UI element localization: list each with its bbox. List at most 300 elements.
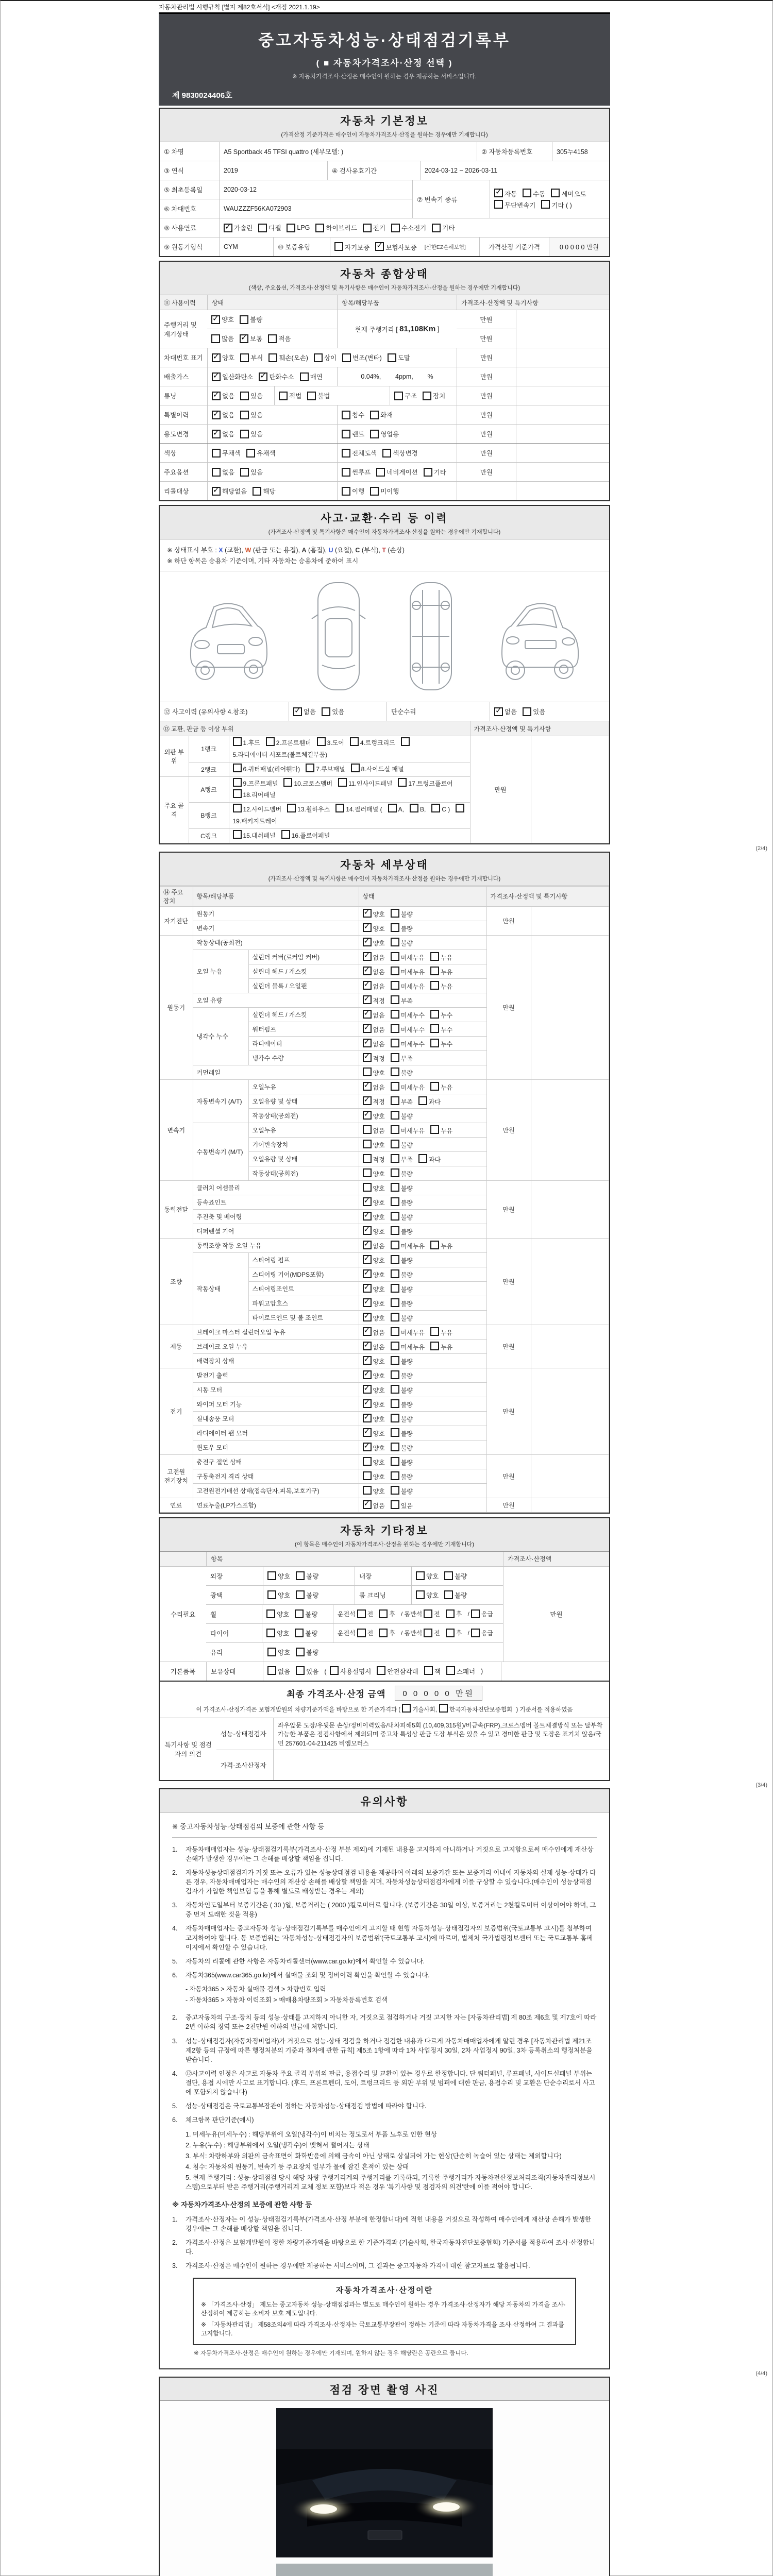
checkbox[interactable]: [322, 707, 330, 716]
checkbox[interactable]: [391, 1486, 399, 1495]
checkbox[interactable]: [363, 1010, 372, 1019]
checkbox[interactable]: [240, 468, 249, 477]
checkbox[interactable]: [338, 778, 347, 787]
rank-label: C랭크: [189, 828, 229, 843]
checkbox[interactable]: [307, 392, 316, 400]
price-note-cell: [516, 444, 609, 462]
checkbox[interactable]: [391, 1140, 399, 1148]
checkbox[interactable]: [212, 468, 221, 477]
checkbox[interactable]: [212, 353, 221, 362]
checkbox-label: 불량: [250, 316, 263, 324]
checkbox[interactable]: [296, 1666, 305, 1675]
checkbox-label: 있음: [400, 1502, 413, 1510]
checkbox[interactable]: [363, 1241, 372, 1249]
checkbox[interactable]: [391, 1428, 399, 1437]
checkbox[interactable]: [391, 1370, 399, 1379]
checkbox[interactable]: [363, 1356, 372, 1365]
checkbox[interactable]: [268, 334, 277, 343]
checkbox[interactable]: [363, 1298, 372, 1307]
checkbox[interactable]: [363, 1024, 372, 1033]
checkbox[interactable]: [342, 411, 350, 419]
checkbox-label: 전: [367, 1630, 374, 1637]
checkbox[interactable]: [357, 1629, 366, 1637]
checkbox[interactable]: [363, 1284, 372, 1293]
checkbox-label: 한국자동차진단보증협회: [449, 1706, 513, 1713]
price-cell: 만원: [457, 405, 516, 424]
checkbox[interactable]: [456, 804, 464, 812]
checkbox[interactable]: [363, 1370, 372, 1379]
detail-price-note: [531, 1498, 609, 1512]
checkbox[interactable]: [391, 1241, 399, 1249]
checkbox-label: 불량: [305, 1611, 318, 1618]
checkbox[interactable]: [391, 1067, 399, 1076]
status-symbol: X: [219, 547, 223, 554]
checkbox[interactable]: [363, 1096, 372, 1105]
checkbox[interactable]: [212, 430, 221, 438]
checkbox[interactable]: [377, 1666, 385, 1675]
checkbox[interactable]: [211, 315, 220, 324]
checkbox[interactable]: [379, 1609, 388, 1618]
checkbox[interactable]: [391, 1197, 399, 1206]
interior-checks: [411, 1567, 503, 1585]
checkbox-label: 불량: [305, 1630, 318, 1637]
checkbox[interactable]: [363, 1111, 372, 1120]
device-item: 윈도우 모터: [193, 1440, 359, 1454]
checkbox[interactable]: [363, 1140, 372, 1148]
detail-table: [160, 886, 609, 1513]
etc-price-cell: 만원: [503, 1567, 609, 1662]
checkbox-label: 양호: [373, 1444, 385, 1452]
checkbox[interactable]: [363, 1457, 372, 1466]
checkbox[interactable]: [391, 1111, 399, 1120]
checkbox[interactable]: [246, 449, 255, 457]
checkbox[interactable]: [430, 967, 439, 975]
checkbox[interactable]: [391, 1255, 399, 1264]
checkbox[interactable]: [391, 995, 399, 1004]
checkbox[interactable]: [370, 411, 379, 419]
checkbox[interactable]: [363, 1269, 372, 1278]
checkbox[interactable]: [430, 1010, 439, 1019]
checkbox[interactable]: [391, 1039, 399, 1047]
checkbox[interactable]: [370, 487, 379, 496]
device-item: 구동축전지 격리 상태: [193, 1469, 359, 1483]
holding-status-checks: 없음 있음 ( 사용설명서 안전삼각대 잭 스패너 ): [263, 1662, 501, 1681]
checkbox[interactable]: [430, 1342, 439, 1350]
first-reg-label: ⑤ 최초등록일: [160, 180, 219, 199]
checkbox[interactable]: [430, 1241, 439, 1249]
device-status: [359, 950, 486, 964]
checkbox[interactable]: [363, 923, 372, 932]
checkbox[interactable]: [363, 967, 372, 975]
checkbox[interactable]: [363, 1399, 372, 1408]
checkbox[interactable]: [391, 1284, 399, 1293]
checkbox[interactable]: [391, 1024, 399, 1033]
checkbox[interactable]: [398, 778, 407, 787]
device-item: 오일유량 및 상태: [248, 1094, 359, 1108]
checkbox[interactable]: [224, 224, 232, 232]
checkbox[interactable]: [363, 1168, 372, 1177]
checkbox-label: 훼손(오손): [279, 354, 308, 362]
checkbox[interactable]: [363, 1443, 372, 1451]
checkbox[interactable]: [233, 804, 242, 812]
checkbox[interactable]: [432, 224, 441, 232]
checkbox[interactable]: [296, 1590, 305, 1599]
checkbox[interactable]: [233, 830, 242, 839]
accident-history-checks: [289, 702, 386, 721]
checkbox[interactable]: [551, 189, 560, 197]
checkbox[interactable]: [212, 372, 221, 381]
checkbox[interactable]: [212, 487, 221, 496]
checkbox[interactable]: [391, 967, 399, 975]
checkbox[interactable]: [376, 468, 385, 477]
checkbox[interactable]: [388, 804, 397, 812]
checkbox[interactable]: [363, 1039, 372, 1047]
checkbox[interactable]: [363, 1212, 372, 1221]
checkbox[interactable]: [351, 764, 360, 772]
checkbox[interactable]: [267, 1590, 276, 1599]
checkbox[interactable]: [363, 1154, 372, 1163]
checkbox[interactable]: [342, 487, 350, 496]
checkbox[interactable]: [430, 981, 439, 990]
checkbox-label: 없음: [373, 968, 385, 976]
checkbox-label: 양호: [373, 1415, 385, 1423]
device-status: [359, 1296, 486, 1310]
col-price: 가격조사·산정액 및 특기사항: [457, 295, 609, 310]
checkbox[interactable]: [233, 778, 242, 787]
checkbox[interactable]: [267, 1571, 276, 1580]
checkbox[interactable]: [430, 1327, 439, 1336]
checkbox[interactable]: [212, 392, 221, 400]
checkbox[interactable]: [424, 1609, 432, 1618]
checkbox-label: 미이행: [380, 488, 399, 495]
checkbox[interactable]: [363, 1471, 372, 1480]
checkbox-label: B,: [419, 806, 426, 814]
mileage-value: 81,108Km: [399, 325, 436, 333]
checkbox[interactable]: [391, 1342, 399, 1350]
checkbox-label: 없음: [373, 982, 385, 990]
checkbox[interactable]: [240, 430, 249, 438]
checkbox[interactable]: [388, 353, 396, 362]
device-item: 냉각수 수량: [248, 1050, 359, 1065]
checkbox[interactable]: [391, 1443, 399, 1451]
checkbox[interactable]: [306, 764, 314, 772]
checkbox[interactable]: [444, 1590, 453, 1599]
checkbox[interactable]: [391, 1269, 399, 1278]
detail-subtitle: (가격조사·산정액 및 특기사항은 매수인이 자동차가격조사·산정을 원하는 경우에만 기재합니다): [268, 875, 501, 882]
checkbox[interactable]: [363, 1327, 372, 1336]
checkbox[interactable]: [394, 392, 403, 400]
checkbox[interactable]: [391, 1399, 399, 1408]
checkbox-label: 없음: [278, 1668, 291, 1676]
checkbox[interactable]: [494, 189, 503, 197]
checkbox[interactable]: [295, 1609, 304, 1618]
checkbox[interactable]: [402, 1704, 411, 1713]
checkbox[interactable]: [357, 1609, 366, 1618]
checkbox[interactable]: [418, 1096, 427, 1105]
device-item: 와이퍼 모터 기능: [193, 1397, 359, 1411]
checkbox[interactable]: [363, 1226, 372, 1235]
checkbox[interactable]: [494, 200, 503, 209]
checkbox[interactable]: [391, 1327, 399, 1336]
checkbox[interactable]: [335, 804, 344, 812]
checkbox[interactable]: [233, 764, 242, 772]
checkbox-label: 2.프론트휀더: [276, 739, 311, 747]
checkbox[interactable]: [315, 224, 324, 232]
checkbox[interactable]: [391, 1096, 399, 1105]
checkbox[interactable]: [363, 1428, 372, 1437]
checkbox[interactable]: [266, 1609, 275, 1618]
checkbox[interactable]: [391, 1313, 399, 1321]
checkbox[interactable]: [424, 468, 432, 477]
device-item: 오일유량 및 상태: [248, 1151, 359, 1166]
checkbox[interactable]: [266, 737, 275, 746]
checkbox[interactable]: [342, 468, 350, 477]
checkbox[interactable]: [410, 804, 418, 812]
repair-needed-label: 수리필요: [160, 1567, 206, 1662]
checkbox[interactable]: [494, 707, 503, 716]
price-note-cell: [516, 482, 609, 500]
checkbox-label: 불법: [317, 393, 330, 400]
checkbox[interactable]: [363, 981, 372, 990]
device-group: 전기: [160, 1368, 193, 1454]
checkbox[interactable]: [363, 1313, 372, 1321]
checkbox[interactable]: [334, 242, 343, 251]
checkbox[interactable]: [391, 938, 399, 946]
section-accident-history: [159, 505, 610, 844]
checkbox[interactable]: [446, 1666, 455, 1675]
checkbox[interactable]: [240, 315, 248, 324]
checkbox[interactable]: [295, 1629, 304, 1637]
checkbox[interactable]: [212, 449, 221, 457]
checkbox[interactable]: [268, 353, 277, 362]
checkbox[interactable]: [423, 392, 431, 400]
checkbox[interactable]: [363, 1342, 372, 1350]
checkbox[interactable]: [296, 1648, 305, 1656]
checkbox[interactable]: [363, 1183, 372, 1192]
checkbox[interactable]: [300, 372, 309, 381]
checkbox-label: 누유: [441, 954, 453, 961]
rank-price-note: [531, 736, 609, 843]
panel-items: [229, 736, 470, 762]
checkbox-label: 침수: [352, 412, 365, 419]
device-item: 실내송풍 모터: [193, 1411, 359, 1426]
checkbox-label: 양호: [222, 316, 234, 324]
checkbox[interactable]: [363, 995, 372, 1004]
checkbox[interactable]: [391, 952, 399, 961]
checkbox[interactable]: [279, 392, 288, 400]
checkbox[interactable]: [363, 224, 372, 232]
checkbox[interactable]: [287, 804, 296, 812]
checkbox[interactable]: [391, 224, 400, 232]
checkbox[interactable]: [391, 1385, 399, 1394]
checkbox[interactable]: [233, 789, 242, 798]
checkbox[interactable]: [258, 224, 267, 232]
checkbox-label: 네비게이션: [386, 469, 418, 476]
checkbox[interactable]: [363, 1197, 372, 1206]
price-notice-list: [172, 2215, 597, 2271]
checkbox[interactable]: [363, 1385, 372, 1394]
checkbox-label: 불량: [400, 939, 413, 947]
checkbox-label: 부족: [400, 997, 413, 1005]
device-subgroup: 작동상태: [193, 1252, 248, 1325]
device-status: [359, 1036, 486, 1050]
checkbox[interactable]: [314, 353, 323, 362]
checkbox-label: C ): [442, 806, 450, 814]
checkbox[interactable]: [370, 430, 379, 438]
checkbox[interactable]: [259, 372, 267, 381]
checkbox-label: 양호: [373, 1271, 385, 1279]
checkbox-label: 양호: [373, 1401, 385, 1409]
detail-price-cell: 만원: [486, 1325, 531, 1368]
checkbox-label: 영업용: [380, 431, 399, 438]
device-status: [359, 1209, 486, 1224]
checkbox-label: 18.리어패널: [243, 791, 276, 799]
checkbox-label: 적정: [373, 1156, 385, 1163]
device-status: [359, 1180, 486, 1195]
checkbox[interactable]: [391, 1226, 399, 1235]
checkbox[interactable]: [446, 1609, 455, 1618]
checkbox[interactable]: [211, 334, 220, 343]
transmission-label: ⑦ 변속기 종류: [412, 180, 490, 218]
checkbox-label: 후: [389, 1630, 395, 1637]
checkbox[interactable]: [430, 1024, 439, 1033]
checkbox[interactable]: [240, 353, 249, 362]
checkbox[interactable]: [283, 778, 292, 787]
device-item: 브레이크 오일 누유: [193, 1339, 359, 1353]
checkbox[interactable]: [266, 1629, 275, 1637]
checkbox[interactable]: [363, 1053, 372, 1062]
checkbox[interactable]: [424, 1666, 433, 1675]
checkbox[interactable]: [391, 1471, 399, 1480]
checkbox[interactable]: [363, 1125, 372, 1134]
checkbox[interactable]: [391, 1010, 399, 1019]
checkbox[interactable]: [471, 1609, 480, 1618]
checkbox[interactable]: [363, 1500, 372, 1509]
checkbox[interactable]: [391, 1125, 399, 1134]
checkbox[interactable]: [471, 1629, 480, 1637]
checkbox[interactable]: [342, 353, 351, 362]
device-item: 작동상태(공회전): [248, 1166, 359, 1180]
car-diagrams: [160, 571, 609, 702]
device-item: 연료누출(LP가스포함): [193, 1498, 359, 1512]
checkbox[interactable]: [391, 1168, 399, 1177]
checkbox[interactable]: [391, 1500, 399, 1509]
checkbox[interactable]: [342, 430, 350, 438]
checkbox-label: 양호: [373, 1386, 385, 1394]
checkbox[interactable]: [281, 830, 290, 839]
checkbox[interactable]: [240, 392, 249, 400]
checkbox[interactable]: [416, 1571, 425, 1580]
checkbox[interactable]: [330, 1666, 339, 1675]
checkbox[interactable]: [240, 334, 248, 343]
checkbox[interactable]: [293, 707, 302, 716]
checkbox[interactable]: [430, 1082, 439, 1091]
checkbox[interactable]: [391, 1082, 399, 1091]
checkbox[interactable]: [391, 1212, 399, 1221]
checkbox[interactable]: [541, 200, 550, 209]
checkbox[interactable]: [523, 189, 531, 197]
checkbox-label: 불량: [400, 1430, 413, 1437]
checkbox[interactable]: [391, 923, 399, 932]
checkbox[interactable]: [391, 1154, 399, 1163]
price-definition-line: ※ 「가격조사·산정」 제도는 중고자동차 성능·상태점검과는 별도로 매수인이 원하는 경우 가격조사·산정자가 해당 자동차의 가격을 조사·산정하여 제공하는 소비자 보호 제도입니다.: [201, 2301, 566, 2317]
checkbox[interactable]: [382, 449, 391, 457]
checkbox[interactable]: [416, 1590, 425, 1599]
device-item: 등속죠인트: [193, 1195, 359, 1209]
checkbox[interactable]: [212, 411, 221, 419]
checkbox[interactable]: [430, 1125, 439, 1134]
checkbox[interactable]: [391, 1053, 399, 1062]
checkbox[interactable]: [375, 242, 384, 251]
checkbox[interactable]: [391, 1183, 399, 1192]
device-item: 동력조향 작동 오일 누유: [193, 1238, 359, 1252]
checkbox[interactable]: [253, 487, 261, 496]
checkbox[interactable]: [363, 1255, 372, 1264]
notice-header: [160, 1789, 609, 1812]
device-status: [359, 993, 486, 1007]
checkbox-label: 하이브리드: [326, 225, 357, 232]
checkbox[interactable]: [391, 1414, 399, 1422]
notice-item: 5. 성능·상태점검은 국토교통부장관이 정하는 자동차성능·상태점검 방법에 따라야 합니다.: [172, 2103, 427, 2110]
checkbox[interactable]: [267, 1648, 276, 1656]
checkbox[interactable]: [523, 707, 531, 716]
checkbox[interactable]: [363, 952, 372, 961]
detail-row: [160, 1368, 609, 1382]
checkbox[interactable]: [444, 1571, 453, 1580]
checkbox[interactable]: [287, 224, 295, 232]
checkbox[interactable]: [350, 737, 359, 746]
checkbox[interactable]: [317, 737, 326, 746]
device-status: [359, 1224, 486, 1238]
checkbox[interactable]: [391, 1298, 399, 1307]
checkbox[interactable]: [363, 1414, 372, 1422]
checkbox[interactable]: [363, 909, 372, 918]
checkbox-label: 누유: [441, 968, 453, 976]
checkbox[interactable]: [431, 804, 440, 812]
checkbox-label: 누수: [441, 1026, 453, 1033]
checkbox[interactable]: [424, 1629, 432, 1637]
checkbox[interactable]: [418, 1154, 427, 1163]
checkbox[interactable]: [267, 1666, 276, 1675]
checkbox-label: 해당없음: [222, 488, 247, 495]
checkbox[interactable]: [363, 938, 372, 946]
checkbox-label: 구조: [405, 393, 417, 400]
checkbox[interactable]: [391, 1356, 399, 1365]
checkbox[interactable]: [430, 952, 439, 961]
checkbox[interactable]: [296, 1571, 305, 1580]
vin-mark-checks: [207, 348, 457, 367]
checkbox[interactable]: [430, 1039, 439, 1047]
checkbox[interactable]: [391, 909, 399, 918]
checkbox[interactable]: [233, 737, 242, 746]
checkbox[interactable]: [446, 1629, 455, 1637]
photos-body: [160, 2401, 609, 2576]
checkbox[interactable]: [240, 411, 249, 419]
checkbox[interactable]: [363, 1082, 372, 1091]
checkbox[interactable]: [363, 1067, 372, 1076]
checkbox[interactable]: [342, 449, 350, 457]
checkbox[interactable]: [391, 981, 399, 990]
checkbox[interactable]: [379, 1629, 388, 1637]
checkbox[interactable]: [439, 1704, 448, 1713]
checkbox-label: 17.트렁크플로어: [408, 779, 453, 787]
checkbox[interactable]: [363, 1486, 372, 1495]
device-group: 고전원 전기장치: [160, 1454, 193, 1498]
price-cell: 만원: [457, 348, 516, 367]
checkbox[interactable]: [401, 737, 410, 746]
checkbox[interactable]: [391, 1457, 399, 1466]
checkbox-label: 안전삼각대: [387, 1668, 418, 1676]
